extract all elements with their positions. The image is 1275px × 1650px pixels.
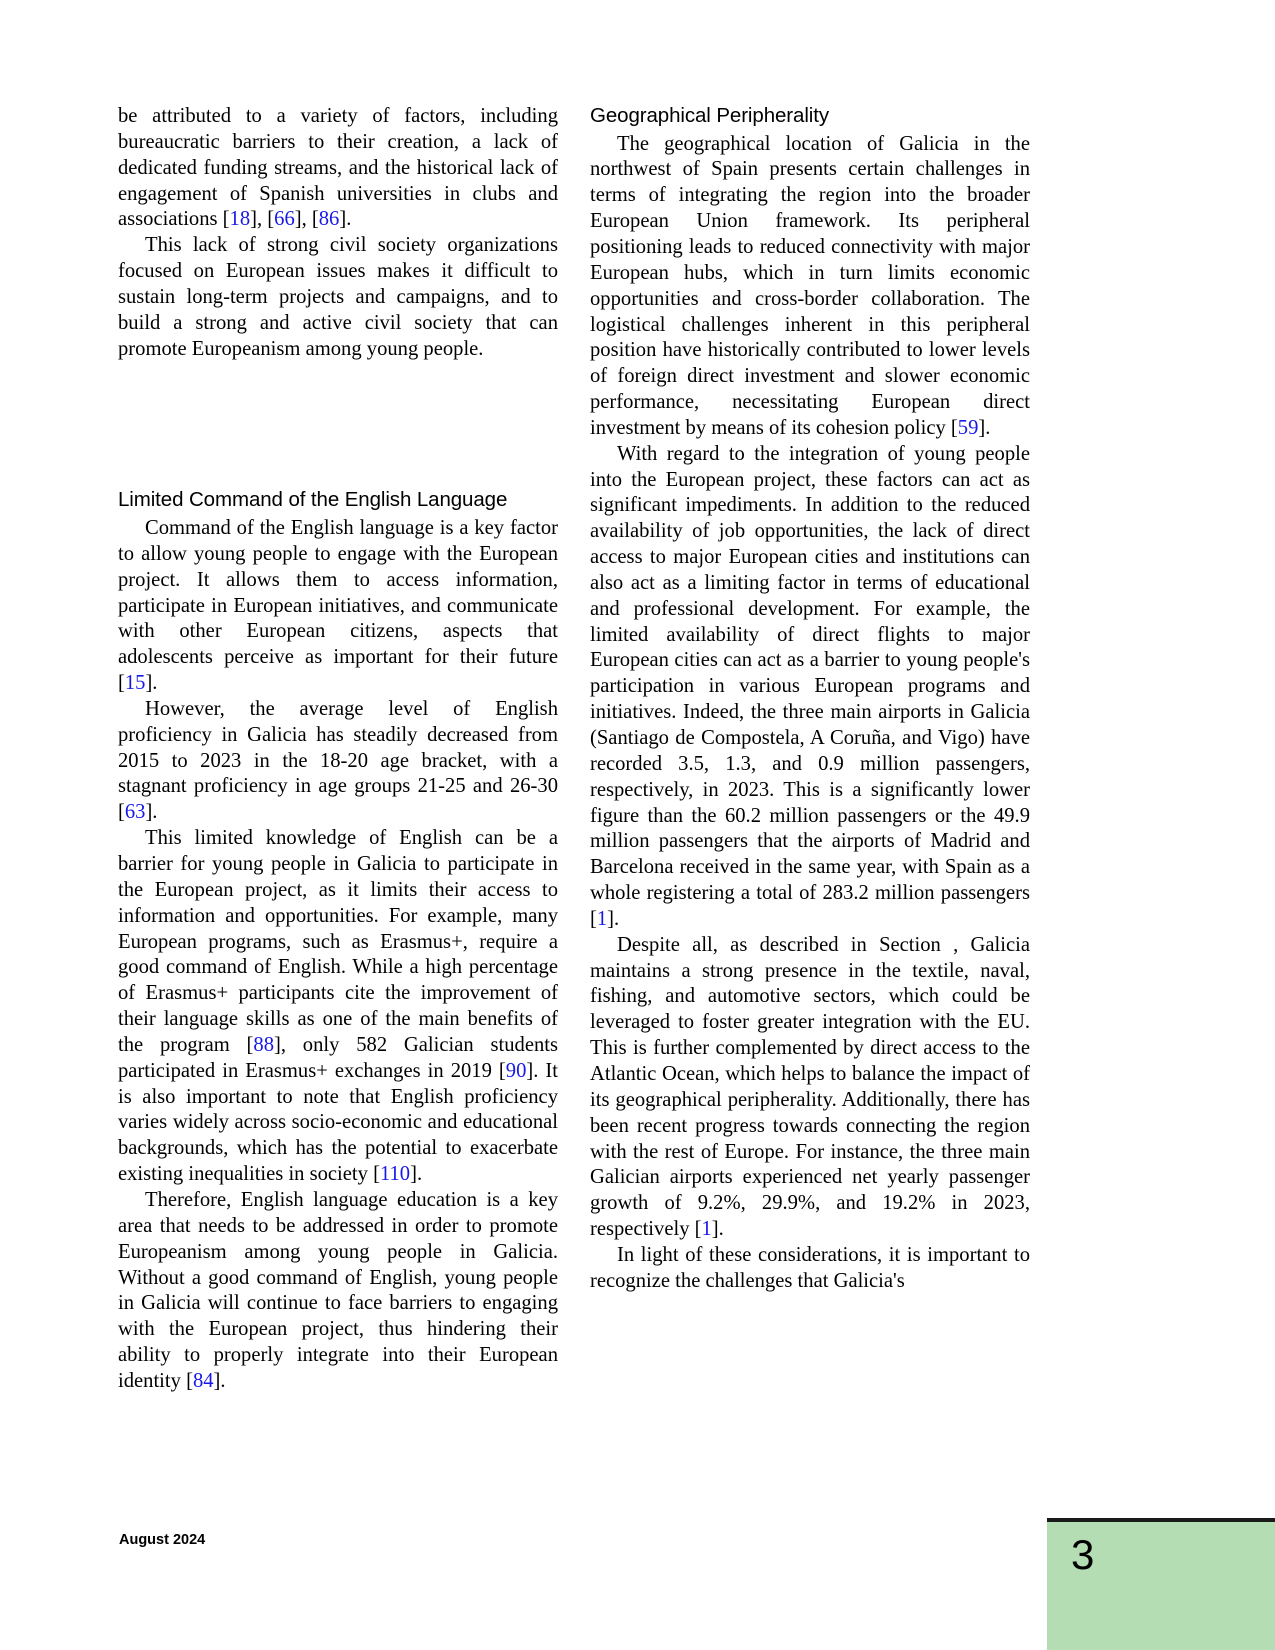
citation-link[interactable]: 110 xyxy=(379,1163,411,1186)
left-column-paragraphs-bottom xyxy=(118,516,558,1395)
citation-link[interactable]: 86 xyxy=(318,208,340,231)
para-in-light: In light of these considerations, it is important to recognize the challenges that Galicia's xyxy=(590,1243,1030,1292)
left-column xyxy=(118,104,558,1395)
para-integration-young-people: With regard to the integration of young people into the European project, these factors can act as significant impediments. In addition to the reduced availability of job opportunities, the lack of direct access to major European cities and institutions can also act as a limiting factor in terms of educational and professional development. For example, the limited availability of direct flights to major European cities can act as a barrier to young people's participation in various European programs and initiatives. Indeed, the three main airports in Galicia (Santiago de Compostela, A Coruña, and Vigo) have recorded 3.5, 1.3, and 0.9 million passengers, respectively, in 2023. This is a significantly lower figure than the 60.2 million passengers or the 49.9 million passengers that the airports of Madrid and Barcelona received in the same year, with Spain as a whole registering a total of 283.2 million passengers [1]. xyxy=(590,442,1030,930)
para-factors: be attributed to a variety of factors, including bureaucratic barriers to their creation, a lack of dedicated funding streams, and the historical lack of engagement of Spanish universities in clubs and associations [18], [66], [86]. xyxy=(118,105,558,231)
citation-link[interactable]: 18 xyxy=(229,208,251,231)
citation-link[interactable]: 1 xyxy=(701,1218,712,1241)
left-column-paragraphs-top xyxy=(118,104,558,362)
two-column-body xyxy=(118,104,1030,1404)
citation-link[interactable]: 1 xyxy=(596,907,608,930)
citation-link[interactable]: 84 xyxy=(192,1369,214,1392)
citation-link[interactable]: 88 xyxy=(253,1033,274,1056)
citation-link[interactable]: 59 xyxy=(957,416,979,439)
para-therefore-education: Therefore, English language education is a key area that needs to be addressed in order to promote Europeanism among young people in Galicia. Without a good command of English, young people in Galicia will continue to face barriers to engaging with the European project, thus hindering their ability to properly integrate into their European identity [84]. xyxy=(118,1188,558,1392)
right-column xyxy=(590,104,1030,1295)
para-proficiency-decline: However, the average level of English proficiency in Galicia has steadily decreased from 2015 to 2023 in the 18-20 age bracket, with a stagnant proficiency in age groups 21-25 and 26-30 [63]. xyxy=(118,697,558,824)
para-geographic-location: The geographical location of Galicia in the northwest of Spain presents certain challenges in terms of integrating the region into the broader European Union framework. Its peripheral positioning leads to reduced connectivity with major European hubs, which in turn limits economic opportunities and cross-border collaboration. The logistical challenges inherent in this peripheral position have historically contributed to lower levels of foreign direct investment and slower economic performance, necessitating European direct investment by means of its cohesion policy [59]. xyxy=(590,132,1030,439)
citation-link[interactable]: 66 xyxy=(274,208,295,231)
page-number: 3 xyxy=(1071,1531,1095,1578)
section-heading-geographical-peripherality: Geographical Peripherality xyxy=(590,104,829,127)
citation-link[interactable]: 90 xyxy=(505,1059,527,1082)
page-number-block xyxy=(1047,1518,1275,1650)
para-command-key-factor: Command of the English language is a key factor to allow young people to engage with the European project. It allows them to access information, participate in European initiatives, and communicate with other European citizens, aspects that adolescents perceive as important for their future [15]. xyxy=(118,517,558,695)
citation-link[interactable]: 15 xyxy=(124,672,146,695)
footer-date: August 2024 xyxy=(119,1532,206,1548)
para-despite-all: Despite all, as described in Section , Galicia maintains a strong presence in the textile, naval, fishing, and automotive sectors, which could be leveraged to foster greater integration with the EU. This is further complemented by direct access to the Atlantic Ocean, which helps to balance the impact of its geographical peripherality. Additionally, there has been recent progress towards connecting the region with the rest of Europe. For instance, the three main Galician airports experienced net yearly passenger growth of 9.2%, 29.9%, and 19.2% in 2023, respectively [1]. xyxy=(590,933,1030,1241)
right-column-paragraphs xyxy=(590,132,1030,1295)
citation-link[interactable]: 63 xyxy=(124,801,146,824)
section-vertical-gap xyxy=(118,362,558,488)
para-limited-knowledge: This limited knowledge of English can be a barrier for young people in Galicia to participate in the European project, as it limits their access to information and opportunities. For example, many European programs, such as Erasmus+, require a good command of English. While a high percentage of Erasmus+ participants cite the improvement of their language skills as one of the main benefits of the program [88], only 582 Galician students participated in Erasmus+ exchanges in 2019 [90]. It is also important to note that English proficiency varies widely across socio-economic and educational backgrounds, which has the potential to exacerbate existing inequalities in society [110]. xyxy=(118,827,558,1186)
para-civil-society: This lack of strong civil society organizations focused on European issues makes it difficult to sustain long-term projects and campaigns, and to build a strong and active civil society that can promote Europeanism among young people. xyxy=(118,234,558,360)
section-heading-english-language: Limited Command of the English Language xyxy=(118,488,508,512)
